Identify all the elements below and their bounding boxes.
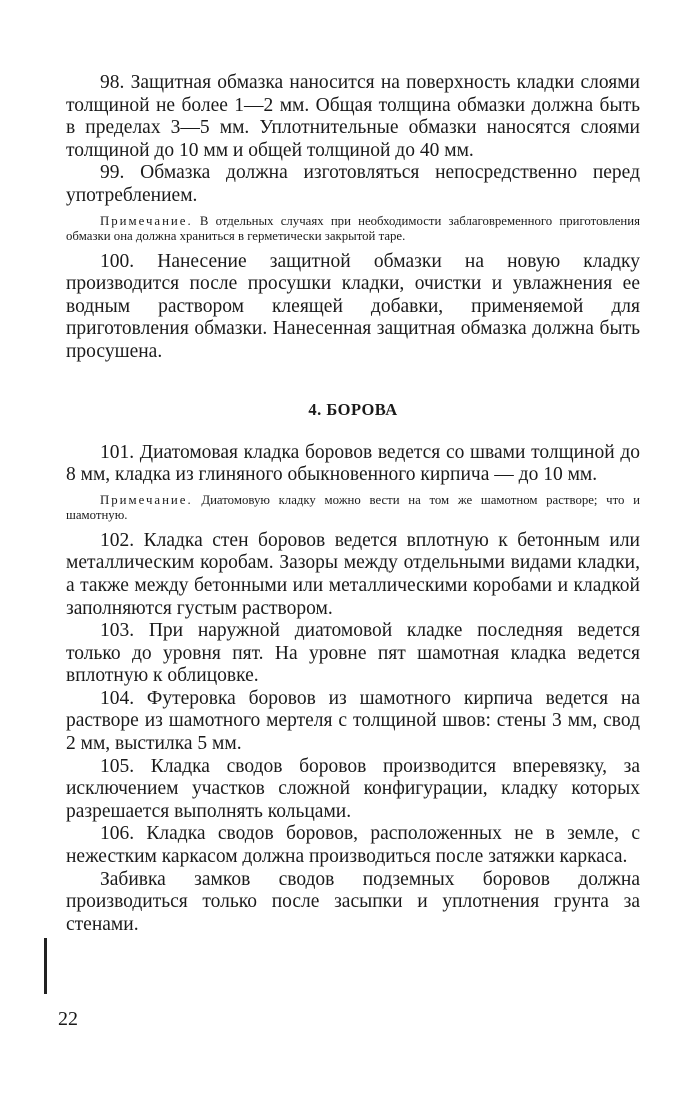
paragraph-101: 101. Диатомовая кладка боровов ведется со швами толщиной до 8 мм, кладка из глиняного обыкновенного кирпича — до 10 мм. (66, 441, 640, 486)
paragraph-105: 105. Кладка сводов боровов производится вперевязку, за исключением участков сложной конфигурации, кладку которых разрешается выполнять кольцами. (66, 755, 640, 822)
revision-margin-bar (44, 938, 47, 994)
note-2-text: Диатомовую кладку можно вести на том же шамотном растворе; что и шамотную. (66, 492, 640, 523)
page-number: 22 (58, 1008, 78, 1030)
note-1 (66, 214, 640, 245)
note-1-text: В отдельных случаях при необходимости заблаговременного приготовления обмазки она должна храниться в герметически закрытой таре. (66, 213, 640, 244)
paragraph-99: 99. Обмазка должна изготовляться непосредственно перед употреблением. (66, 162, 640, 206)
paragraph-98: 98. Защитная обмазка наносится на поверхность кладки слоями толщиной не более 1—2 мм. Общая толщина обмазки должна быть в пределах 3—5 мм. Уплотнительные обмазки наносятся слоями толщиной до 10 мм и общей толщиной до 40 мм. (66, 72, 640, 161)
paragraph-103: 103. При наружной диатомовой кладке последняя ведется только до уровня пят. На уровне пят шамотная кладка ведется вплотную к облицовке. (66, 620, 640, 687)
paragraph-100: 100. Нанесение защитной обмазки на новую кладку производится после просушки кладки, очистки и увлажнения ее водным раствором клеящей добавки, применяемой для приготовления обмазки. Нанесенная защитная обмазка должна быть просушена. (66, 250, 640, 362)
note-1-lead: Примечание. (100, 213, 193, 228)
paragraph-106-continued: Забивка замков сводов подземных боровов должна производиться только после засыпки и уплотнения грунта за стенами. (66, 868, 640, 935)
note-2 (66, 493, 640, 524)
paragraph-102: 102. Кладка стен боровов ведется вплотную к бетонным или металлическим коробам. Зазоры между отдельными видами кладки, а также между бетонными или металлическими коробами и кладкой заполняются густым раствором. (66, 529, 640, 619)
page-body (66, 72, 640, 936)
paragraph-104: 104. Футеровка боровов из шамотного кирпича ведется на растворе из шамотного мертеля с толщиной швов: стены 3 мм, свод 2 мм, выстилка 5 мм. (66, 687, 640, 755)
section-heading: 4. БОРОВА (308, 399, 398, 419)
note-2-lead: Примечание. (100, 492, 193, 507)
paragraph-106: 106. Кладка сводов боровов, расположенных не в земле, с нежестким каркасом должна производиться после затяжки каркаса. (66, 823, 640, 868)
